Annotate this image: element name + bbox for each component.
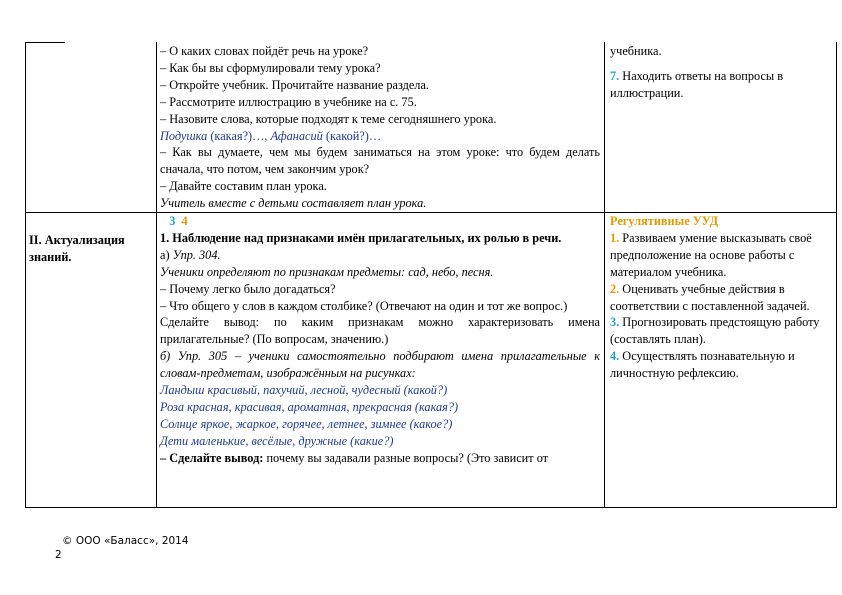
exercise-description: Ученики определяют по признакам предметы: сад, небо, песня. — [160, 264, 494, 279]
question-line: – Давайте составим план урока. — [160, 179, 327, 194]
uud-text: Осуществлять познавательную и личностную рефлексию. — [610, 349, 795, 381]
answer-line: Роза красная, красивая, ароматная, прекрасная (какая?) — [160, 399, 459, 414]
uud-number: 2. — [610, 281, 620, 296]
row1-uud-cell — [610, 43, 832, 102]
question-line: – Откройте учебник. Прочитайте название раздела. — [160, 77, 429, 92]
top-border-stub — [25, 42, 65, 43]
stage-title: II. Актуализация знаний. — [29, 233, 125, 264]
uud-text: Прогнозировать предстоящую работу (составлять план). — [610, 315, 820, 347]
conclusion — [160, 450, 600, 467]
column-divider-1 — [156, 42, 157, 507]
question-line: – Как бы вы сформулировали тему урока? — [160, 60, 381, 75]
uud-number: 1. — [610, 230, 620, 245]
uud-number: 3. — [610, 315, 620, 330]
conclusion-label: – Сделайте вывод: — [160, 450, 264, 465]
exercise-ref: Упр. 304. — [172, 247, 221, 262]
page-number: 2 — [55, 549, 62, 561]
row2-uud-cell — [610, 213, 835, 382]
table-right-border — [836, 42, 837, 507]
question-line: – Назовите слова, которые подходят к теме сегодняшнего урока. — [160, 111, 497, 126]
uud-text: Развиваем умение высказывать своё предположение на основе работы с материалом учебника. — [610, 230, 812, 279]
uud-number: 4. — [610, 349, 620, 364]
column-divider-2 — [604, 42, 605, 507]
conclusion: Сделайте вывод: по каким признакам можно характеризовать имена прилагательные? (По вопросам, значению.) — [160, 315, 600, 347]
answer-line: Дети маленькие, весёлые, дружные (какие?) — [160, 433, 394, 448]
example-question: (какая?)…, — [207, 128, 271, 143]
copyright-text: © ООО «Баласс», 2014 — [62, 535, 189, 547]
example-words — [160, 128, 600, 145]
slide-number: 3 — [169, 214, 176, 228]
uud-text: Оценивать учебные действия в соответствии с поставленной задачей. — [610, 281, 810, 313]
exercise-b: б) Упр. 305 – ученики самостоятельно подбирают имена прилагательные к словам-предметам, изображённым на рисунках: — [160, 349, 600, 381]
uud-title: Регулятивные УУД — [610, 214, 719, 228]
exercise-prefix: а) — [160, 247, 173, 262]
example-word: Подушка — [160, 128, 208, 143]
table-bottom-border — [25, 507, 837, 508]
example-word: Афанасий — [270, 128, 323, 143]
question-line: – Рассмотрите иллюстрацию в учебнике на с. 75. — [160, 94, 417, 109]
example-question: (какой?)… — [322, 128, 382, 143]
question-line: – Что общего у слов в каждом столбике? (Отвечают на один и тот же вопрос.) — [160, 298, 568, 313]
question-line: – Как вы думаете, чем мы будем заниматься на этом уроке: что будем делать сначала, что потом, чем закончим урок? — [160, 145, 600, 177]
question-line: – О каких словах пойдёт речь на уроке? — [160, 44, 369, 58]
uud-number: 7. — [610, 68, 620, 83]
uud-item — [610, 314, 835, 348]
uud-continuation: учебника. — [610, 44, 662, 58]
answer-line: Солнце яркое, жаркое, горячее, летнее, зимнее (какое?) — [160, 416, 453, 431]
table-left-border — [25, 42, 26, 507]
conclusion-text: почему вы задавали разные вопросы? (Это зависит от — [263, 450, 549, 465]
uud-item — [610, 281, 835, 315]
section-heading: 1. Наблюдение над признаками имён прилагательных, их ролью в речи. — [160, 230, 562, 245]
exercise-a — [160, 247, 600, 264]
uud-item — [610, 230, 835, 281]
uud-text: Находить ответы на вопросы в иллюстрации. — [610, 68, 784, 100]
slide-numbers — [160, 213, 600, 230]
row1-activity-cell — [160, 43, 600, 212]
question-line: – Почему легко было догадаться? — [160, 281, 336, 296]
row2-activity-cell — [160, 213, 600, 467]
answer-line: Ландыш красивый, пахучий, лесной, чудесный (какой?) — [160, 383, 448, 398]
uud-item — [610, 68, 832, 102]
slide-number: 4 — [181, 214, 188, 228]
uud-item — [610, 348, 835, 382]
teacher-note: Учитель вместе с детьми составляет план урока. — [160, 196, 427, 211]
